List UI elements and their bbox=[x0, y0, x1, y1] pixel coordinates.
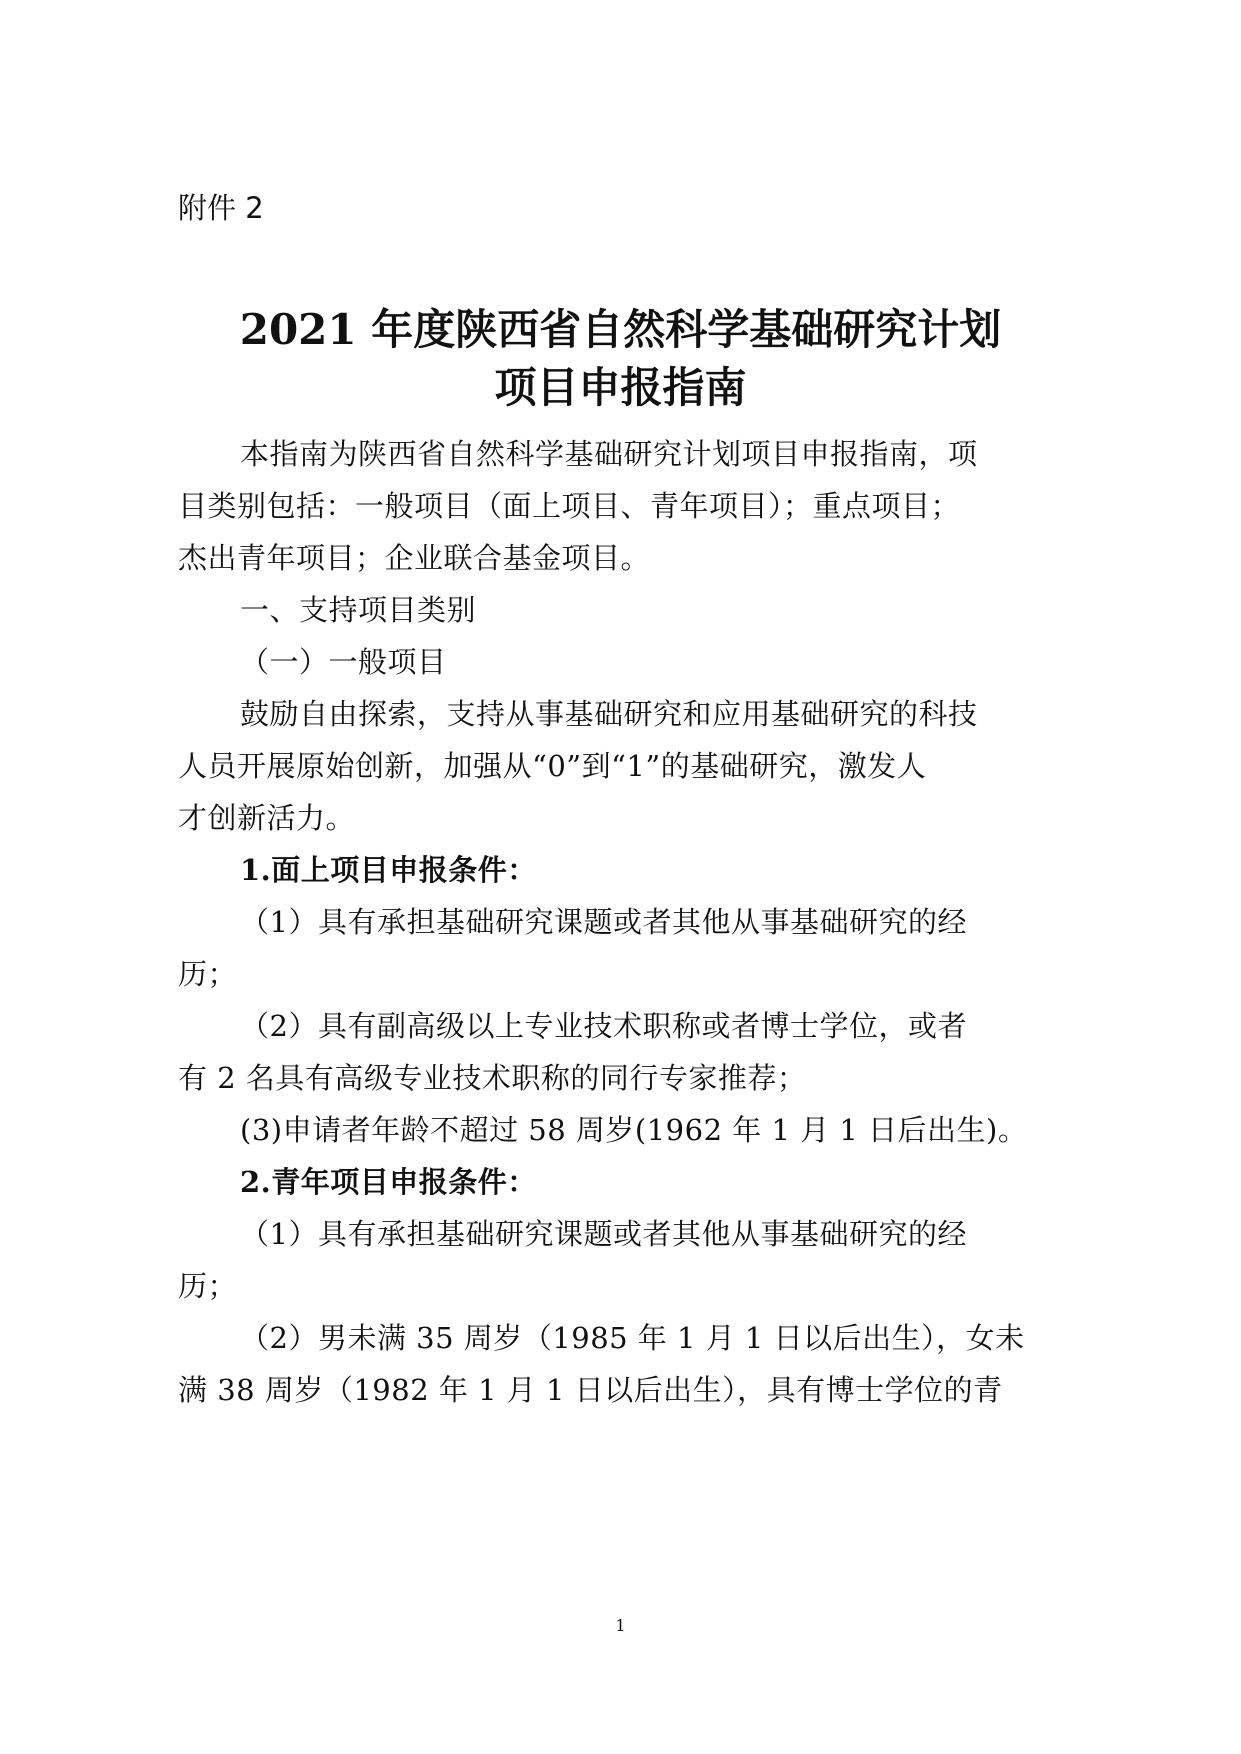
youth-item-2-line-2: 满 38 周岁（1982 年 1 月 1 日以后出生），具有博士学位的青 bbox=[178, 1373, 1003, 1407]
surface-item-2-line-1: （2）具有副高级以上专业技术职称或者博士学位，或者 bbox=[240, 1009, 967, 1043]
youth-item-1-line-2: 历； bbox=[178, 1269, 238, 1303]
general-desc-line-3: 才创新活力。 bbox=[178, 801, 356, 835]
section-heading: 一、支持项目类别 bbox=[240, 593, 477, 627]
youth-item-2-line-1: （2）男未满 35 周岁（1985 年 1 月 1 日以后出生），女未 bbox=[240, 1321, 1025, 1355]
surface-item-1-line-1: （1）具有承担基础研究课题或者其他从事基础研究的经 bbox=[240, 905, 967, 939]
general-desc-line-2: 人员开展原始创新，加强从“0”到“1”的基础研究，激发人 bbox=[178, 749, 927, 783]
page-number: 1 bbox=[615, 1616, 626, 1635]
surface-item-3: (3)申请者年龄不超过 58 周岁(1962 年 1 月 1 日后出生)。 bbox=[240, 1113, 1028, 1147]
surface-item-1-line-2: 历； bbox=[178, 957, 238, 991]
surface-project-heading: 1.面上项目申报条件： bbox=[240, 853, 537, 887]
intro-line-2: 目类别包括：一般项目（面上项目、青年项目）；重点项目； bbox=[178, 489, 961, 523]
document-title-line-1: 2021 年度陕西省自然科学基础研究计划 bbox=[239, 305, 1002, 354]
subsection-heading: （一）一般项目 bbox=[240, 645, 447, 679]
youth-item-1-line-1: （1）具有承担基础研究课题或者其他从事基础研究的经 bbox=[240, 1217, 967, 1251]
intro-line-1: 本指南为陕西省自然科学基础研究计划项目申报指南，项 bbox=[240, 437, 978, 471]
general-desc-line-1: 鼓励自由探索，支持从事基础研究和应用基础研究的科技 bbox=[240, 697, 978, 731]
intro-line-3: 杰出青年项目；企业联合基金项目。 bbox=[178, 541, 651, 575]
surface-item-2-line-2: 有 2 名具有高级专业技术职称的同行专家推荐； bbox=[178, 1061, 807, 1095]
youth-project-heading: 2.青年项目申报条件： bbox=[240, 1165, 537, 1199]
document-title-line-2: 项目申报指南 bbox=[494, 363, 747, 412]
attachment-label: 附件 2 bbox=[178, 191, 264, 225]
